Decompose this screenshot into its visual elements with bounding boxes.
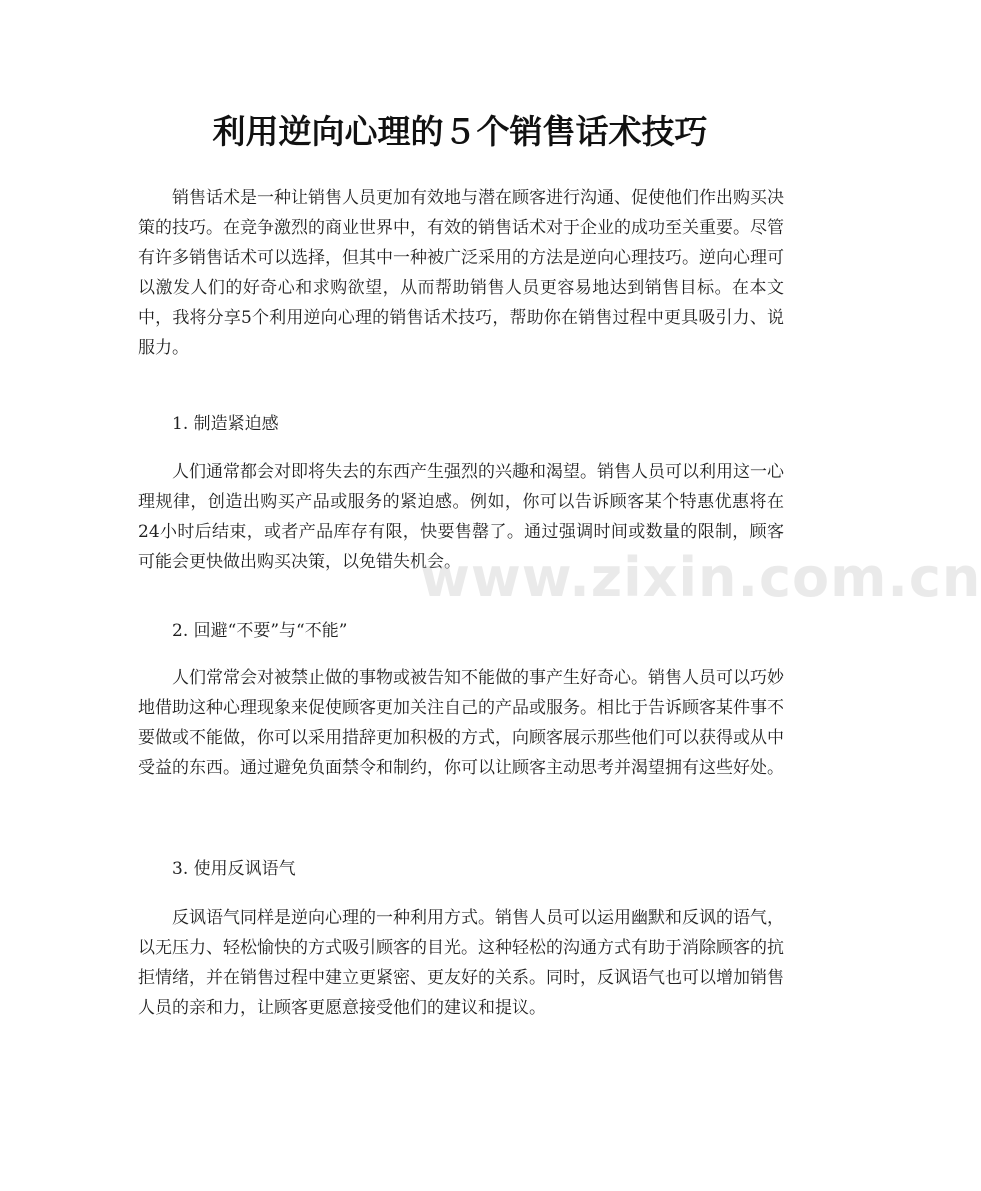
section-body-2: 人们常常会对被禁止做的事物或被告知不能做的事产生好奇心。销售人员可以巧妙地借助这种心理现象来促使顾客更加关注自己的产品或服务。相比于告诉顾客某件事不要做或不能做，你可以采用措辞更加积极的方式，向顾客展示那些他们可以获得或从中受益的东西。通过避免负面禁令和制约，你可以让顾客主动思考并渴望拥有这些好处。 [138, 668, 784, 778]
section-body-1: 人们通常都会对即将失去的东西产生强烈的兴趣和渴望。销售人员可以利用这一心理规律，创造出购买产品或服务的紧迫感。例如，你可以告诉顾客某个特惠优惠将在24小时后结束，或者产品库存有限，快要售罄了。通过强调时间或数量的限制，顾客可能会更快做出购买决策，以免错失机会。 [138, 462, 784, 572]
section-heading-3: 3. 使用反讽语气 [172, 859, 296, 879]
watermark: www.zixin.com.cn [420, 546, 981, 609]
section-heading-1: 1. 制造紧迫感 [172, 414, 279, 434]
intro-paragraph: 销售话术是一种让销售人员更加有效地与潜在顾客进行沟通、促使他们作出购买决策的技巧。在竞争激烈的商业世界中，有效的销售话术对于企业的成功至关重要。尽管有许多销售话术可以选择，但其中一种被广泛采用的方法是逆向心理技巧。逆向心理可以激发人们的好奇心和求购欲望，从而帮助销售人员更容易地达到销售目标。在本文中，我将分享5个利用逆向心理的销售话术技巧，帮助你在销售过程中更具吸引力、说服力。 [138, 188, 784, 358]
page-title: 利用逆向心理的５个销售话术技巧 [212, 112, 708, 151]
section-body-3: 反讽语气同样是逆向心理的一种利用方式。销售人员可以运用幽默和反讽的语气，以无压力、轻松愉快的方式吸引顾客的目光。这种轻松的沟通方式有助于消除顾客的抗拒情绪，并在销售过程中建立更紧密、更友好的关系。同时，反讽语气也可以增加销售人员的亲和力，让顾客更愿意接受他们的建议和提议。 [138, 908, 784, 1018]
section-heading-2: 2. 回避“不要”与“不能” [172, 621, 348, 641]
